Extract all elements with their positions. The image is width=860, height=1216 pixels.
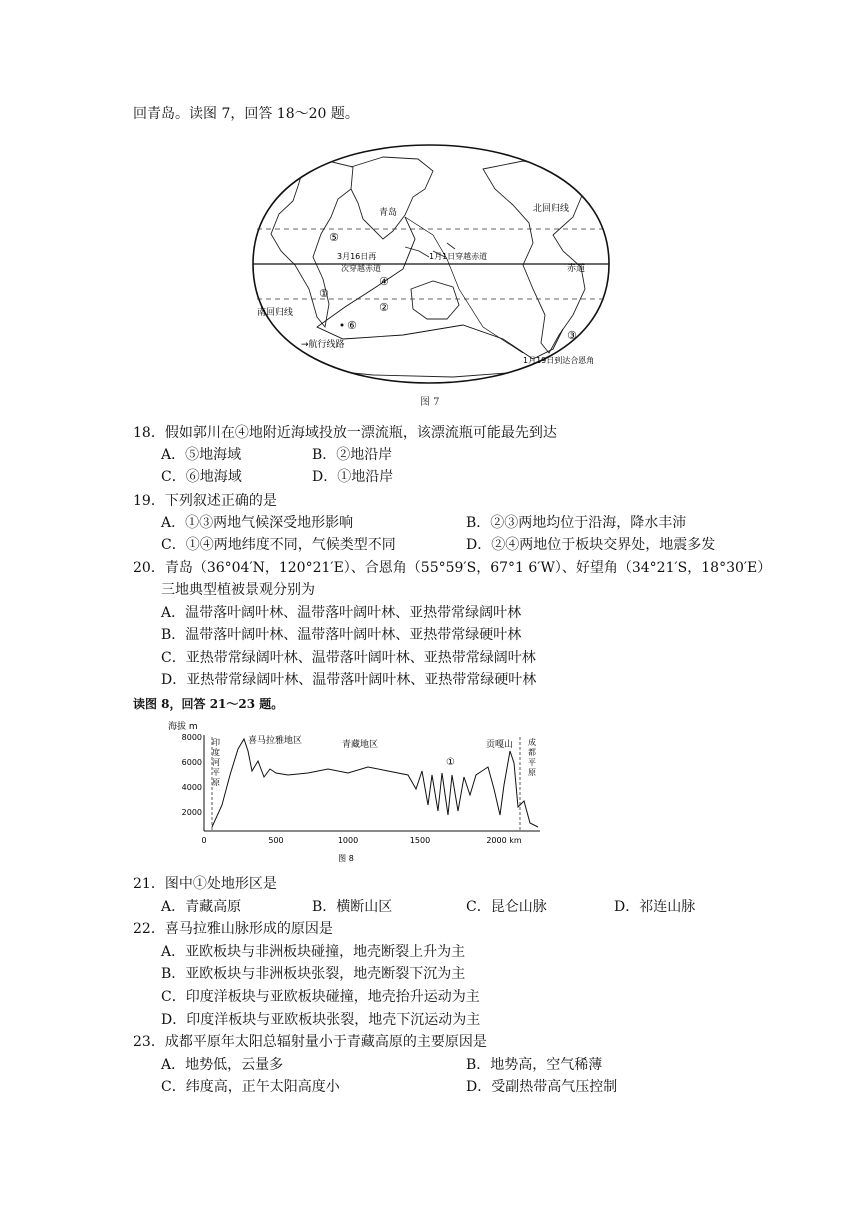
figure-8-profile (148, 715, 548, 865)
q23-option-d: D．受副热带高气压控制 (466, 1079, 618, 1095)
q18-stem: 18．假如郭川在④地附近海域投放一漂流瓶，该漂流瓶可能最先到达 (133, 425, 557, 441)
marker-4: ④ (379, 275, 389, 288)
intro2-text: 读图 8，回答 21～23 题。 (133, 697, 284, 711)
q20-option-c: C．亚热带常绿阔叶林、温带落叶阔叶林、亚热带常绿阔叶林 (161, 650, 536, 666)
q18-option-c: C．⑥地海域 (161, 469, 242, 485)
profile-marker-1: ① (446, 757, 455, 768)
q21-stem: 21．图中①处地形区是 (133, 876, 277, 892)
q21-option-c: C．昆仑山脉 (466, 899, 547, 915)
marker-1: ① (319, 287, 329, 300)
intro-text: 回青岛。读图 7，回答 18～20 题。 (133, 106, 359, 122)
q21-option-d: D．祁连山脉 (614, 899, 696, 915)
q20-stem: 20．青岛（36°04′N，120°21′E）、合恩角（55°59′S，67°1 6′W）、好望角（34°21′S，18°30′E） (133, 560, 772, 576)
q18-option-a: A．⑤地海域 (161, 447, 242, 463)
ytick-8000: 8000 (181, 733, 202, 742)
right-label-2: 平 (528, 758, 536, 767)
label-tropic-capricorn: 南回归线 (257, 308, 294, 318)
region-himalaya: 喜马拉雅地区 (248, 736, 303, 746)
q23-stem: 23．成都平原年太阳总辐射量小于青藏高原的主要原因是 (133, 1034, 487, 1050)
ytick-2000: 2000 (181, 808, 202, 817)
q20-option-a: A．温带落叶阔叶林、温带落叶阔叶林、亚热带常绿阔叶林 (161, 605, 522, 621)
marker-2: ② (379, 301, 389, 314)
xtick-2000: 2000 km (486, 836, 522, 845)
q22-option-d: D．印度洋板块与亚欧板块张裂，地壳下沉运动为主 (161, 1012, 481, 1028)
left-label-3: 平 (212, 768, 220, 777)
marker-5: ⑤ (329, 231, 339, 244)
q20-option-b: B．温带落叶阔叶林、温带落叶阔叶林、亚热带常绿硬叶林 (161, 627, 522, 643)
marker-3: ③ (567, 329, 577, 342)
q19-stem: 19．下列叙述正确的是 (133, 493, 277, 509)
left-label-2: 河 (212, 758, 220, 767)
q20-stem-cont: 三地典型植被景观分别为 (161, 582, 315, 598)
figure-7-map (233, 139, 625, 389)
left-label-1: 度 (212, 748, 220, 757)
xtick-0: 0 (201, 836, 207, 845)
xtick-500: 500 (268, 836, 284, 845)
figure-8-caption: 图 8 (338, 854, 354, 863)
q19-option-c: C．①④两地纬度不同，气候类型不同 (161, 537, 396, 553)
q19-option-b: B．②③两地均位于沿海，降水丰沛 (466, 515, 687, 531)
q23-option-b: B．地势高，空气稀薄 (466, 1057, 603, 1073)
label-date2: 1月1日穿越赤道 (429, 252, 488, 261)
region-gongga: 贡嘎山 (486, 740, 514, 750)
figure-7-caption: 图 7 (420, 397, 440, 408)
region-qingzang: 青藏地区 (342, 740, 379, 750)
left-label-4: 原 (212, 778, 220, 787)
q23-option-a: A．地势低，云量多 (161, 1057, 284, 1073)
ytick-6000: 6000 (181, 758, 202, 767)
label-equator: 赤道 (567, 264, 586, 274)
right-label-1: 都 (528, 748, 536, 757)
q22-stem: 22．喜马拉雅山脉形成的原因是 (133, 921, 333, 937)
profile-ylabel: 海拔 m (168, 722, 198, 732)
q19-option-d: D．②④两地位于板块交界处，地震多发 (466, 537, 716, 553)
ytick-4000: 4000 (181, 783, 202, 792)
q19-option-a: A．①③两地气候深受地形影响 (161, 515, 354, 531)
right-label-0: 成 (528, 738, 536, 747)
label-date3: 1月19日到达合恩角 (523, 356, 595, 365)
q18-option-b: B．②地沿岸 (312, 447, 393, 463)
label-tropic-cancer: 北回归线 (533, 204, 570, 214)
right-label-3: 原 (528, 768, 536, 777)
q22-option-c: C．印度洋板块与亚欧板块碰撞，地壳抬升运动为主 (161, 989, 480, 1005)
xtick-1500: 1500 (409, 836, 431, 845)
label-qingdao: 青岛 (379, 208, 398, 218)
marker-6: ⑥ (347, 319, 357, 332)
xtick-1000: 1000 (337, 836, 359, 845)
q22-option-b: B．亚欧板块与非洲板块张裂，地壳断裂下沉为主 (161, 966, 466, 982)
label-route: →航行线路 (301, 340, 345, 350)
q20-option-d: D．亚热带常绿阔叶林、温带落叶阔叶林、亚热带常绿硬叶林 (161, 672, 537, 688)
q22-option-a: A．亚欧板块与非洲板块碰撞，地壳断裂上升为主 (161, 944, 466, 960)
label-date1: 3月16日再 (337, 252, 377, 261)
label-date1b: 次穿越赤道 (341, 264, 381, 273)
q18-option-d: D．①地沿岸 (312, 469, 394, 485)
q21-option-a: A．青藏高原 (161, 899, 242, 915)
left-label-0: 印 (212, 738, 220, 747)
q23-option-c: C．纬度高，正午太阳高度小 (161, 1079, 340, 1095)
q21-option-b: B．横断山区 (312, 899, 393, 915)
